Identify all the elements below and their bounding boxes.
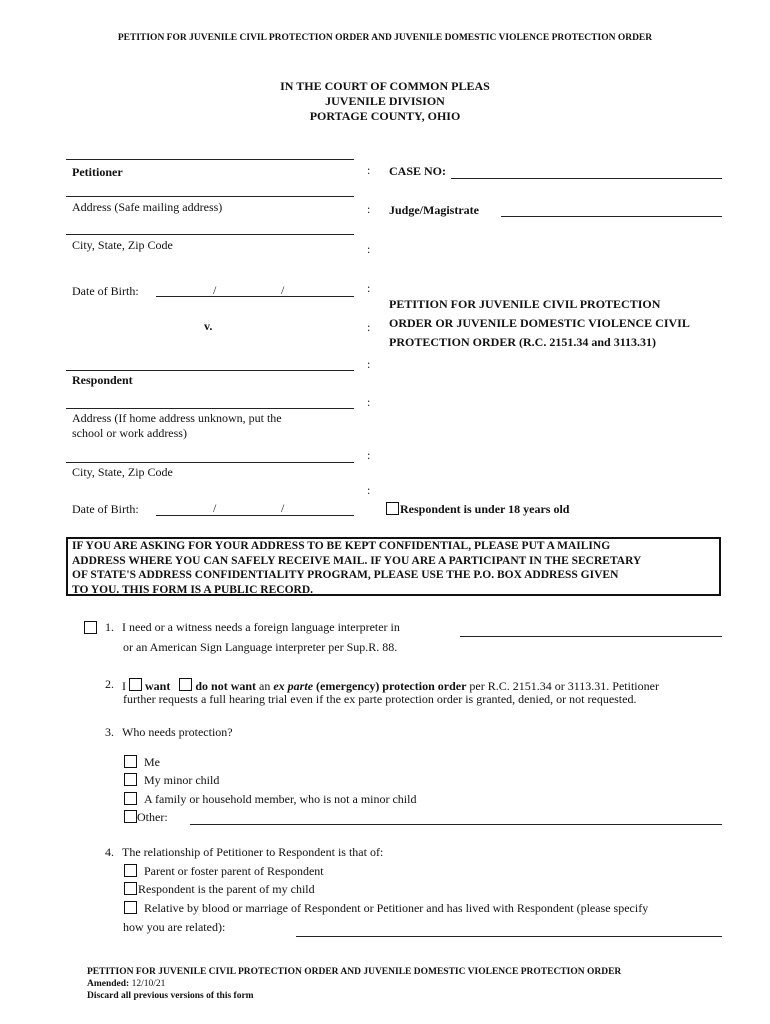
respondent-name-line[interactable] [66,370,354,371]
warning-line-3: OF STATE'S ADDRESS CONFIDENTIALITY PROGRAM, PLEASE USE THE P.O. BOX ADDRESS GIVEN [72,569,619,581]
dob-separator: / [281,283,285,297]
q1-text-2: or an American Sign Language interpreter per Sup.R. 88. [123,640,398,654]
warning-line-2: ADDRESS WHERE YOU CAN SAFELY RECEIVE MAIL. IF YOU ARE A PARTICIPANT IN THE SECRETARY [72,554,642,567]
form-header: PETITION FOR JUVENILE CIVIL PROTECTION ORDER AND JUVENILE DOMESTIC VIOLENCE PROTECTION ORDER [117,33,653,43]
q2-number: 2. [105,677,114,691]
amended-label: Amended: [87,979,130,989]
protect-child-checkbox[interactable] [124,773,137,786]
protect-other-checkbox[interactable] [124,810,137,823]
petitioner-city-line[interactable] [66,234,354,235]
caption-colon: : [367,242,371,256]
petition-title-line-2: ORDER OR JUVENILE DOMESTIC VIOLENCE CIVIL [389,316,690,330]
interpreter-language-field[interactable] [460,636,722,637]
relationship-relative-checkbox[interactable] [124,901,137,914]
case-no-field[interactable] [451,178,722,179]
amended-date: 12/10/21 [131,979,166,989]
q2-rest: per R.C. 2151.34 or 3113.31. Petitioner [469,679,659,693]
footer [87,966,621,1002]
q1-text-1: I need or a witness needs a foreign language interpreter in [122,620,400,634]
protect-me-label: Me [144,755,160,769]
footer-discard: Discard all previous versions of this form [87,991,254,1001]
caption-colon: : [367,448,371,462]
relationship-resp-parent-label: Respondent is the parent of my child [138,882,315,896]
judge-field[interactable] [501,216,722,217]
related-how-field[interactable] [296,936,722,937]
footer-title: PETITION FOR JUVENILE CIVIL PROTECTION ORDER AND JUVENILE DOMESTIC VIOLENCE PROTECTION ORDER [87,967,622,977]
petition-title-line-1: PETITION FOR JUVENILE CIVIL PROTECTION [389,297,661,311]
interpreter-checkbox[interactable] [84,621,97,634]
confidentiality-warning [66,537,721,596]
do-not-want-label: do not want [195,679,257,693]
want-checkbox[interactable] [129,678,142,691]
protect-other-field[interactable] [190,824,722,825]
case-no-label: CASE NO: [389,164,447,178]
emergency-text: (emergency) protection order [316,679,467,693]
protect-child-label: My minor child [144,773,220,787]
q2-an: an [259,679,271,693]
petitioner-address-line[interactable] [66,196,354,197]
caption-colon: : [367,483,371,497]
relationship-parent-checkbox[interactable] [124,864,137,877]
petitioner-address-label: Address (Safe mailing address) [72,200,223,214]
petitioner-dob-label: Date of Birth: [72,284,139,298]
court-name [0,79,770,124]
petitioner-city-label: City, State, Zip Code [72,238,173,252]
versus-label: v. [204,319,213,333]
petition-title-line-3: PROTECTION ORDER (R.C. 2151.34 and 3113.31) [389,335,657,349]
dob-separator: / [213,501,217,515]
relationship-relative-label: Relative by blood or marriage of Respondent or Petitioner and has lived with Respondent (please specify [144,901,649,915]
ex-parte-text: ex parte [273,679,314,693]
dob-separator: / [281,501,285,515]
petitioner-label: Petitioner [72,165,123,179]
respondent-address-label-2: school or work address) [72,426,187,440]
q2-i: I [122,679,126,693]
court-line-1: IN THE COURT OF COMMON PLEAS [280,79,490,93]
caption-colon: : [367,357,371,371]
court-line-2: JUVENILE DIVISION [325,94,445,108]
respondent-label: Respondent [72,373,133,387]
petitioner-dob-field[interactable] [156,296,354,297]
respondent-dob-label: Date of Birth: [72,502,139,516]
caption-colon: : [367,320,371,334]
protect-family-label: A family or household member, who is not a minor child [144,792,417,806]
respondent-under-18-checkbox[interactable] [386,502,399,515]
caption-colon: : [367,395,371,409]
q1-number: 1. [105,620,114,634]
petitioner-name-line[interactable] [66,159,354,160]
want-label: want [145,679,171,693]
protect-me-checkbox[interactable] [124,755,137,768]
respondent-city-label: City, State, Zip Code [72,465,173,479]
dob-separator: / [213,283,217,297]
related-how-label: how you are related): [123,920,226,934]
petition-title [389,295,690,352]
protect-other-label: Other: [137,810,168,824]
warning-line-4: TO YOU. THIS FORM IS A PUBLIC RECORD. [72,583,314,596]
judge-label: Judge/Magistrate [389,203,479,217]
respondent-under-18-label: Respondent is under 18 years old [400,502,570,516]
do-not-want-checkbox[interactable] [179,678,192,691]
respondent-dob-field[interactable] [156,515,354,516]
respondent-city-line[interactable] [66,462,354,463]
footer-amended [87,978,621,990]
respondent-address-label-1: Address (If home address unknown, put the [72,411,282,425]
caption-colon: : [367,163,371,177]
court-line-3: PORTAGE COUNTY, OHIO [309,109,461,123]
warning-line-1: IF YOU ARE ASKING FOR YOUR ADDRESS TO BE KEPT CONFIDENTIAL, PLEASE PUT A MAILING [72,540,611,552]
protect-family-checkbox[interactable] [124,792,137,805]
q3-text: Who needs protection? [122,725,233,739]
q4-text: The relationship of Petitioner to Respondent is that of: [122,845,384,859]
relationship-parent-label: Parent or foster parent of Respondent [144,864,324,878]
q4-number: 4. [105,845,114,859]
caption-colon: : [367,202,371,216]
q2-line-2: further requests a full hearing trial even if the ex parte protection order is granted, denied, or not requested. [123,692,637,706]
relationship-resp-parent-checkbox[interactable] [124,882,137,895]
caption-colon: : [367,281,371,295]
respondent-address-line[interactable] [66,408,354,409]
q3-number: 3. [105,725,114,739]
